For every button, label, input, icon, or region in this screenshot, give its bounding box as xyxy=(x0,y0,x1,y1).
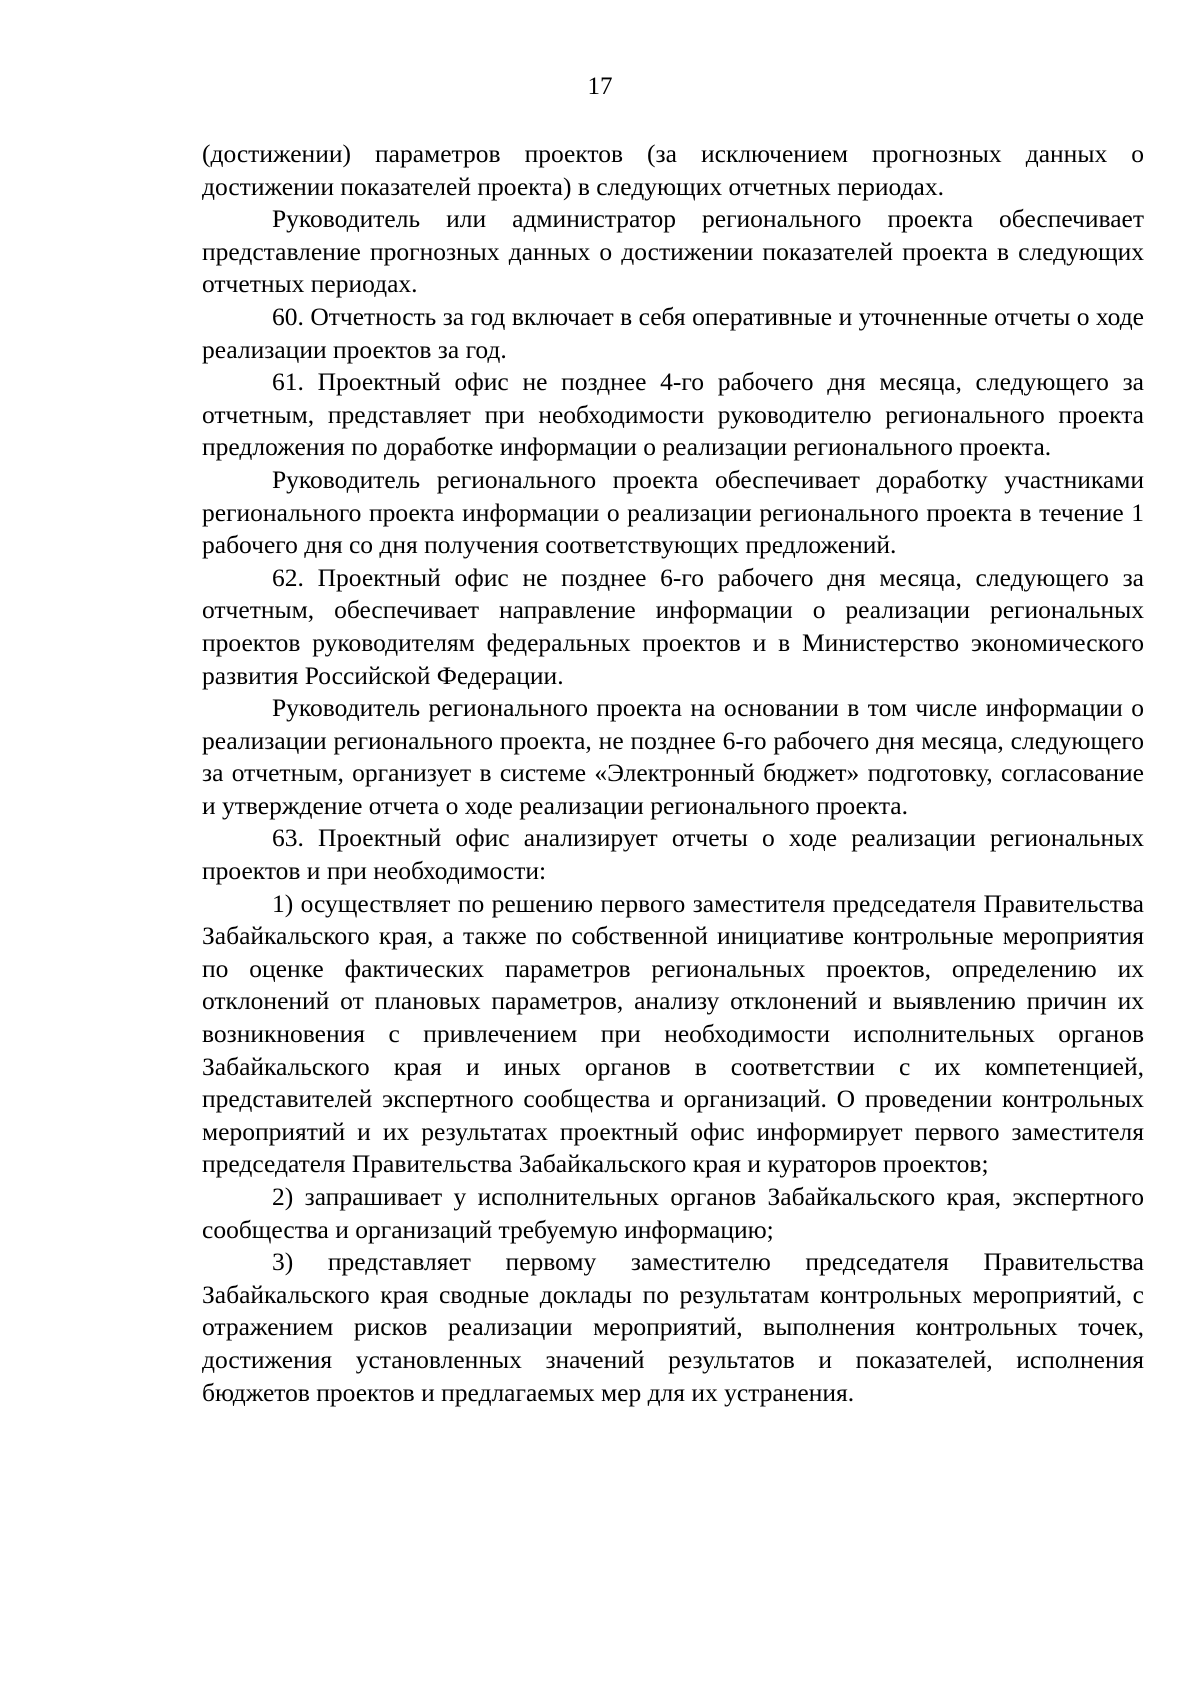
list-item-2: 2) запрашивает у исполнительных органов Забайкальского края, экспертного сообщества и организаций требуемую информацию; xyxy=(202,1182,1144,1244)
list-item-3: 3) представляет первому заместителю председателя Правительства Забайкальского края сводные доклады по результатам контрольных мероприятий, с отражением рисков реализации мероприятий, выполнения контрольных точек, достижения установленных значений результатов и показателей, исполнения бюджетов проектов и предлагаемых мер для их устранения. xyxy=(202,1247,1144,1407)
document-body xyxy=(202,138,1144,1409)
list-item-1: 1) осуществляет по решению первого заместителя председателя Правительства Забайкальского края, а также по собственной инициативе контрольные мероприятия по оценке фактических параметров региональных проектов, определению их отклонений от плановых параметров, анализу отклонений и выявлению причин их возникновения с привлечением при необходимости исполнительных органов Забайкальского края и иных органов в соответствии с их компетенцией, представителей экспертного сообщества и организаций. О проведении контрольных мероприятий и их результатах проектный офис информирует первого заместителя председателя Правительства Забайкальского края и кураторов проектов; xyxy=(202,888,1144,1179)
paragraph: Руководитель или администратор регионального проекта обеспечивает представление прогнозных данных о достижении показателей проекта в следующих отчетных периодах. xyxy=(202,204,1144,299)
paragraph: Руководитель регионального проекта на основании в том числе информации о реализации регионального проекта, не позднее 6-го рабочего дня месяца, следующего за отчетным, организует в системе «Электронный бюджет» подготовку, согласование и утверждение отчета о ходе реализации регионального проекта. xyxy=(202,693,1144,820)
paragraph: Руководитель регионального проекта обеспечивает доработку участниками регионального проекта информации о реализации регионального проекта в течение 1 рабочего дня со дня получения соответствующих предложений. xyxy=(202,464,1144,560)
paragraph-60: 60. Отчетность за год включает в себя оперативные и уточненные отчеты о ходе реализации проектов за год. xyxy=(202,301,1144,364)
paragraph-continuation: (достижении) параметров проектов (за исключением прогнозных данных о достижении показателей проекта) в следующих отчетных периодах. xyxy=(202,139,1144,201)
paragraph-63: 63. Проектный офис анализирует отчеты о ходе реализации региональных проектов и при необходимости: xyxy=(202,823,1144,886)
page-number: 17 xyxy=(587,73,613,100)
paragraph-61: 61. Проектный офис не позднее 4-го рабочего дня месяца, следующего за отчетным, представляет при необходимости руководителю регионального проекта предложения по доработке информации о реализации регионального проекта. xyxy=(202,367,1144,462)
paragraph-62: 62. Проектный офис не позднее 6-го рабочего дня месяца, следующего за отчетным, обеспечивает направление информации о реализации региональных проектов руководителям федеральных проектов и в Министерство экономического развития Российской Федерации. xyxy=(202,562,1144,690)
